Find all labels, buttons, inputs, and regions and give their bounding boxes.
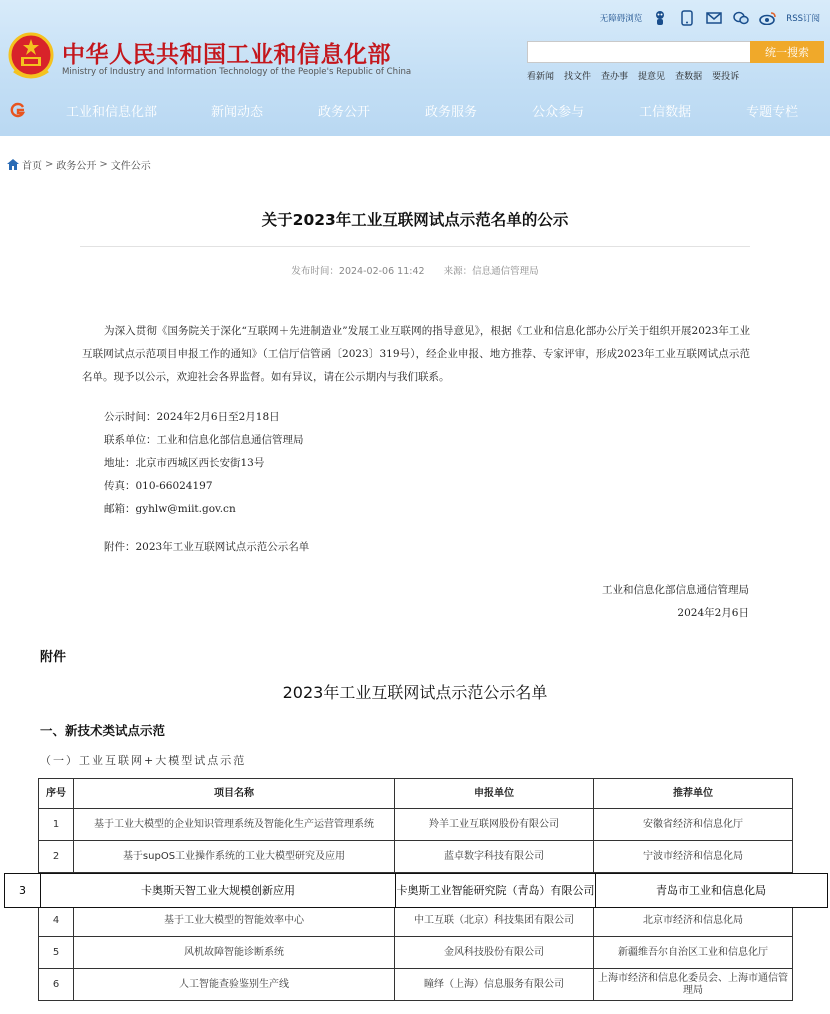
contact-address: 地址：北京市西城区西长安街13号 [104,457,265,469]
table-header-row [39,779,793,809]
article-body: 为深入贯彻《国务院关于深化“互联网＋先进制造业”发展工业互联网的指导意见》，根据《工业和信息化部办公厅关于组织开展2023年工业互联网试点示范项目申报工作的通知》（工信厅信管函〔2023〕319号），经企业申报、地方推荐、专家评审，形成2023年工业互联网试点示范名单。现予以公示，欢迎社会各界监督。如有异议，请在公示期内与我们联系。 [82,325,750,383]
cell-index: 2 [39,841,74,873]
article-meta [0,263,830,277]
cell-recommender: 宁波市经济和信息化局 [594,841,793,873]
site-header [0,0,830,136]
mobile-icon[interactable] [678,9,696,27]
cell-applicant: 金风科技股份有限公司 [395,937,594,969]
appendix-title: 2023年工业互联网试点示范公示名单 [282,683,548,702]
article-source: 来源：信息通信管理局 [443,266,539,277]
table-row [39,841,793,873]
quick-link-complaint[interactable]: 要投诉 [712,72,740,82]
site-title: 中华人民共和国工业和信息化部 [62,42,391,68]
weibo-icon[interactable] [759,9,777,27]
table-row [39,905,793,937]
nav-item-topics[interactable]: 专题专栏 [746,104,799,120]
nav-item-services[interactable]: 政务服务 [425,104,478,120]
nav-item-ministry[interactable]: 工业和信息化部 [66,104,158,120]
quick-links [527,69,739,82]
breadcrumb: 首页 > 政务公开 > 文件公示 [7,157,151,172]
breadcrumb-gov-affairs[interactable]: 政务公开 [56,161,97,172]
quick-link-feedback[interactable]: 提意见 [638,72,666,82]
cell-project: 风机故障智能诊断系统 [74,937,395,969]
table-row [39,809,793,841]
quick-link-files[interactable]: 找文件 [564,72,592,82]
quick-link-data[interactable]: 查数据 [675,72,703,82]
breadcrumb-home[interactable]: 首页 [22,161,42,172]
cell-project: 基于工业大模型的企业知识管理系统及智能化生产运营管理系统 [74,809,395,841]
cell-index: 4 [39,905,74,937]
accessibility-link[interactable]: 无障碍浏览 [599,14,643,24]
nav-item-gov-affairs[interactable]: 政务公开 [318,104,371,120]
article-title: 关于2023年工业互联网试点示范名单的公示 [261,211,569,229]
header-index: 序号 [39,779,74,809]
subsection-heading: （一）工业互联网+大模型试点示范 [40,754,247,767]
search-button[interactable]: 统一搜索 [750,41,824,63]
sign-date: 2024年2月6日 [677,607,749,619]
cell-applicant: 蓝卓数字科技有限公司 [395,841,594,873]
cell-applicant: 羚羊工业互联网股份有限公司 [395,809,594,841]
appendix-heading: 附件 [40,650,67,665]
nav-item-news[interactable]: 新闻动态 [211,104,264,120]
cell-recommender: 青岛市工业和信息化局 [656,883,766,897]
cell-recommender: 新疆维吾尔自治区工业和信息化厅 [594,937,793,969]
cell-index: 3 [5,874,41,907]
cell-project: 卡奥斯天智工业大规模创新应用 [41,874,396,907]
quick-link-services[interactable]: 查办事 [601,72,629,82]
breadcrumb-file-notice[interactable]: 文件公示 [110,161,151,172]
cell-project: 基于工业大模型的智能效率中心 [74,905,395,937]
title-divider [80,246,750,247]
contact-fax: 传真：010-66024197 [104,480,213,492]
nav-item-data[interactable]: 工信数据 [639,104,692,120]
rss-link[interactable]: RSS订阅 [786,14,820,24]
cell-project: 人工智能查验鉴别生产线 [74,969,395,1001]
cell-index: 1 [39,809,74,841]
header-applicant: 申报单位 [395,779,594,809]
cell-applicant: 中工互联（北京）科技集团有限公司 [395,905,594,937]
cell-project: 基于supOS工业操作系统的工业大模型研究及应用 [74,841,395,873]
main-nav [0,88,830,132]
cell-recommender: 北京市经济和信息化局 [594,905,793,937]
header-project: 项目名称 [74,779,395,809]
contact-email: 邮箱：gyhlw@miit.gov.cn [104,503,236,515]
notice-period: 公示时间：2024年2月6日至2月18日 [104,411,280,423]
wechat-icon[interactable] [732,9,750,27]
site-subtitle: Ministry of Industry and Information Technology of the People's Republic of China [62,67,412,77]
signer: 工业和信息化部信息通信管理局 [602,584,749,596]
cell-recommender: 上海市经济和信息化委员会、上海市通信管理局 [594,969,793,1001]
search-input[interactable] [527,41,751,63]
nav-item-participation[interactable]: 公众参与 [532,104,585,120]
publish-time: 发布时间：2024-02-06 11:42 [291,266,425,277]
cell-recommender: 安徽省经济和信息化厅 [594,809,793,841]
top-links [600,8,820,28]
cell-applicant: 瞳绎（上海）信息服务有限公司 [395,969,594,1001]
contact-unit: 联系单位：工业和信息化部信息通信管理局 [104,434,304,446]
cell-applicant: 卡奥斯工业智能研究院（青岛）有限公司 [396,874,596,907]
cell-index: 5 [39,937,74,969]
quick-link-news[interactable]: 看新闻 [527,72,555,82]
table-row [39,937,793,969]
section-heading: 一、新技术类试点示范 [40,723,166,738]
attachment-link[interactable]: 附件：2023年工业互联网试点示范公示名单 [104,541,310,553]
mail-icon[interactable] [705,9,723,27]
cell-index: 6 [39,969,74,1001]
header-recommender: 推荐单位 [594,779,793,809]
mascot-icon[interactable] [651,9,669,27]
table-row [39,969,793,1001]
national-emblem-icon [8,31,54,81]
home-icon [7,159,19,170]
highlighted-table-row [4,873,828,908]
nav-home-icon[interactable] [0,88,36,132]
